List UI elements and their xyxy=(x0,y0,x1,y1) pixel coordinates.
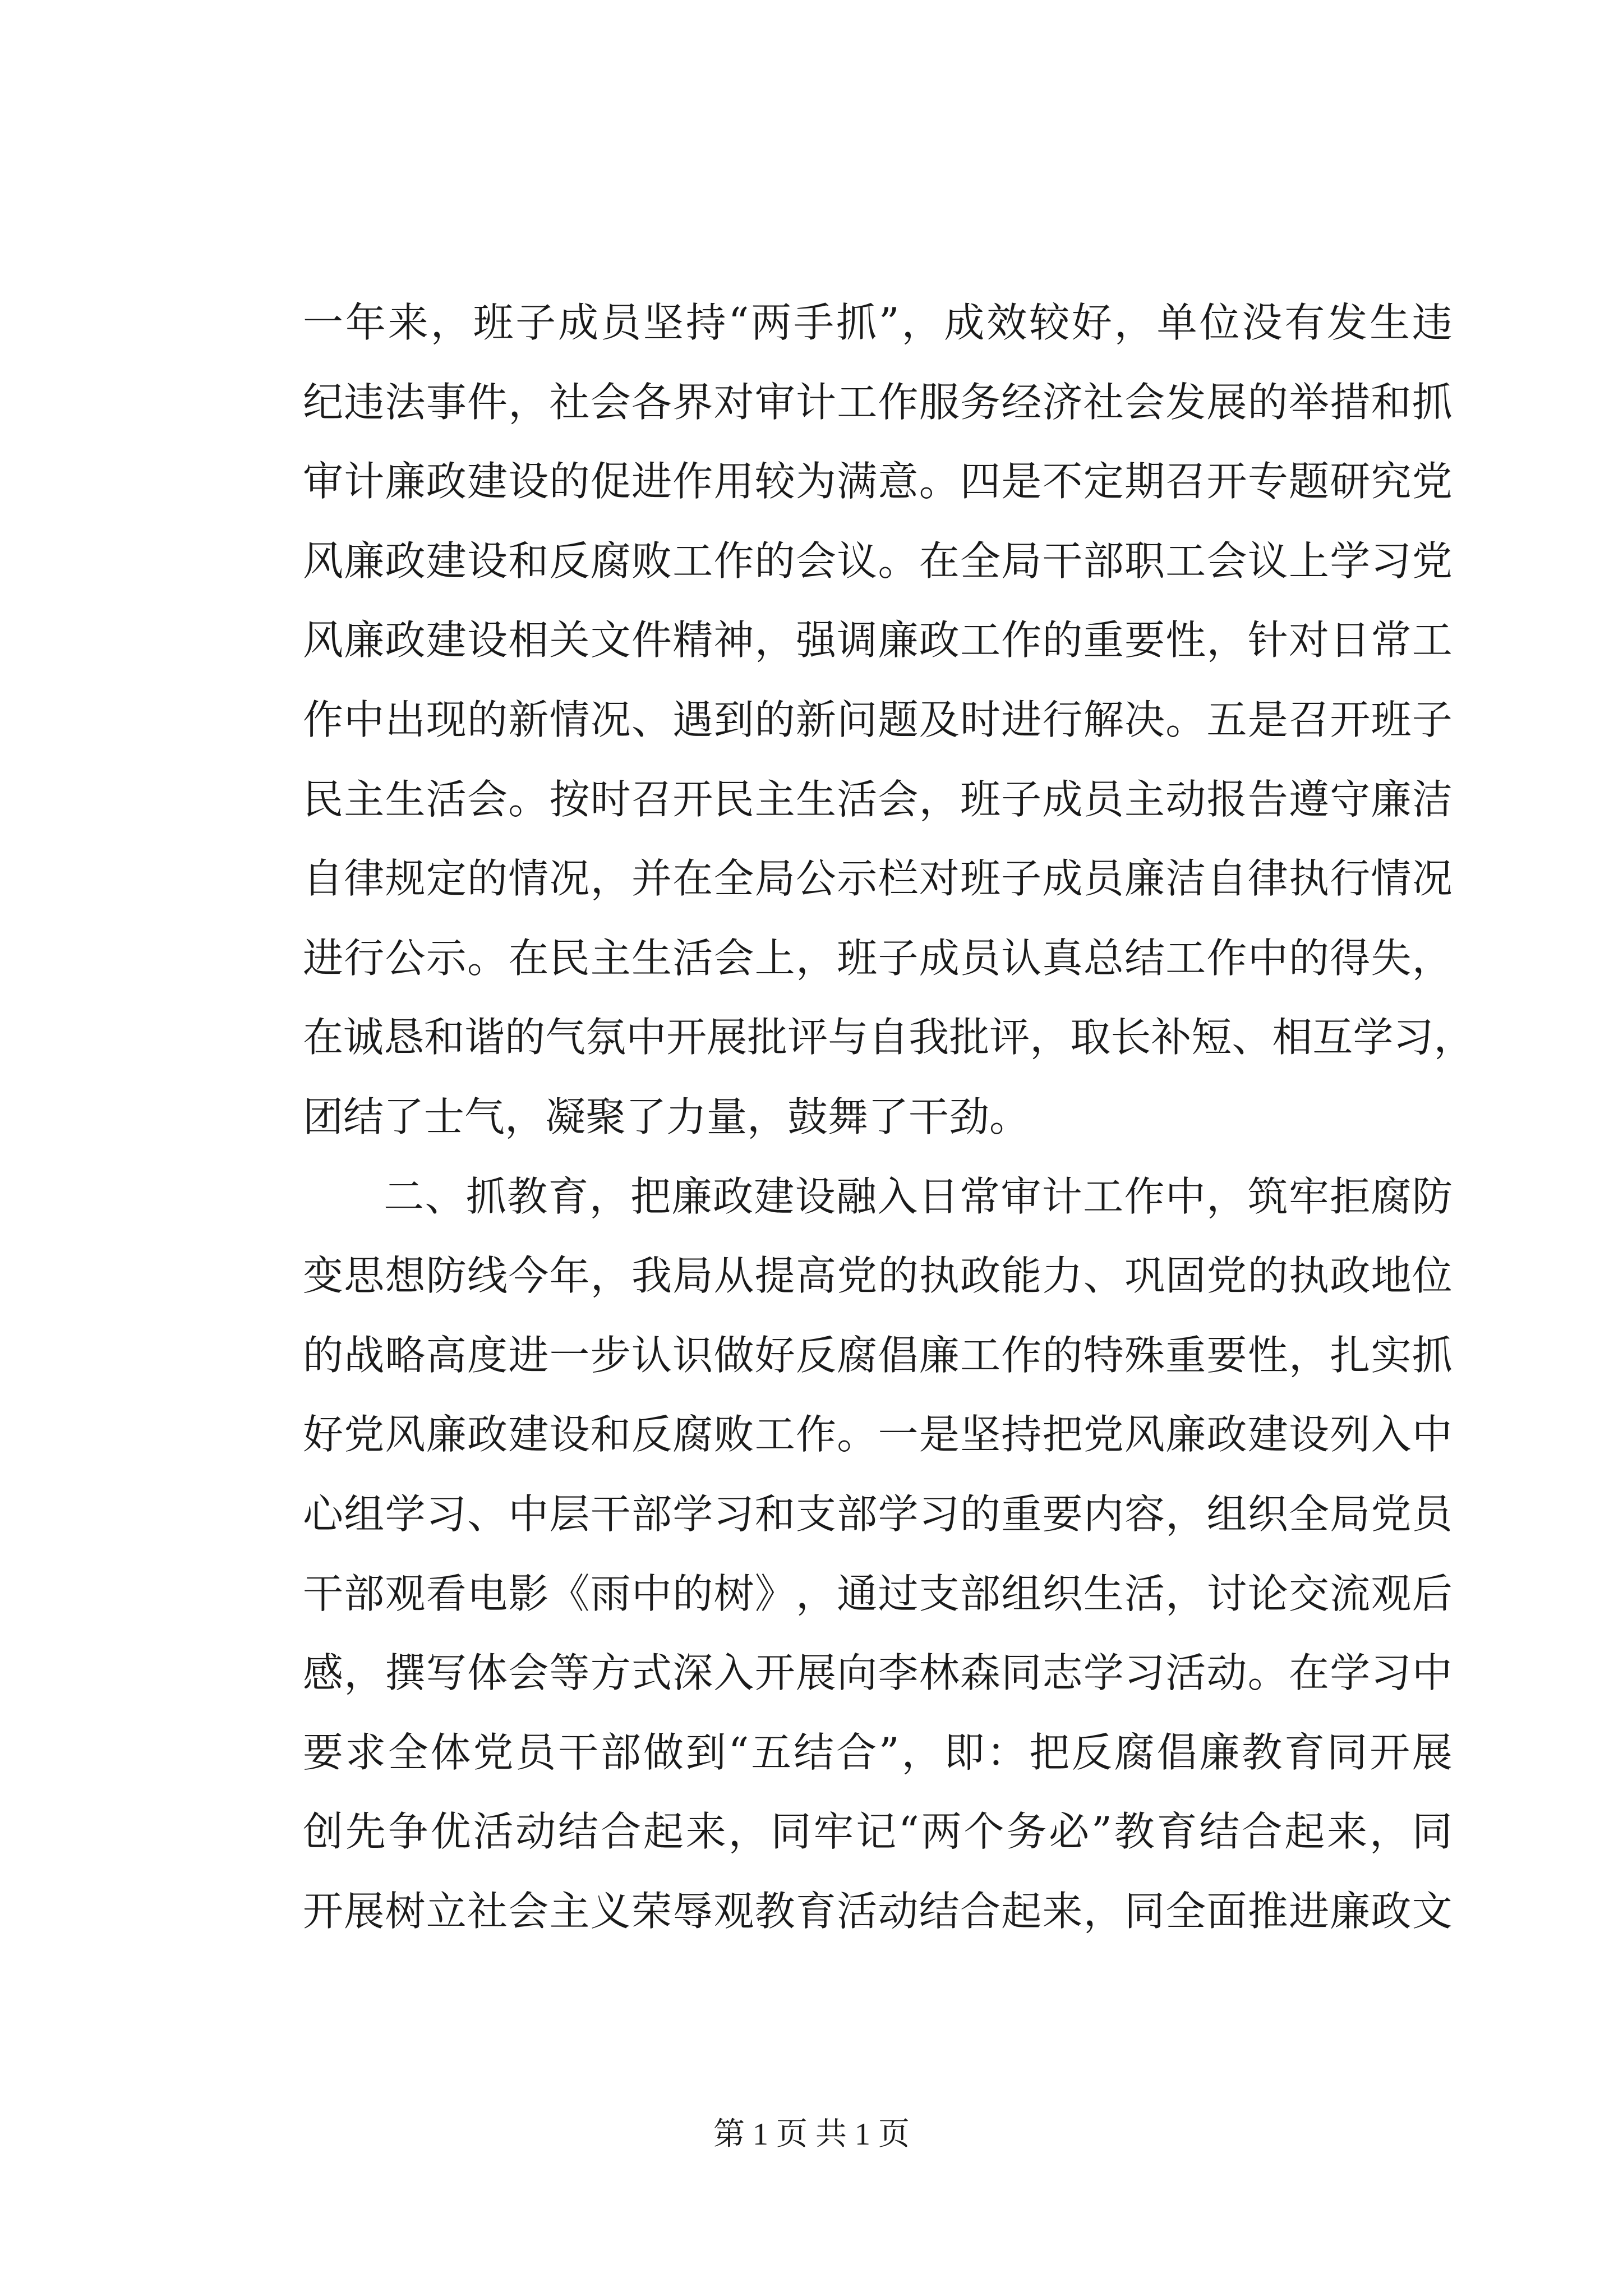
text-line: 干 部 观 看 电 影 《 雨 中 的 树 》 ， 通 过 支 部 组 织 生 活 ， 讨 论 交 流 观 后 xyxy=(303,1570,1453,1617)
text-line: 二 、 抓 教 育 ， 把 廉 政 建 设 融 入 日 常 审 计 工 作 中 ， 筑 牢 拒 腐 防 xyxy=(384,1172,1453,1220)
text-line: 的 战 略 高 度 进 一 步 认 识 做 好 反 腐 倡 廉 工 作 的 特 殊 重 要 性 ， 扎 实 抓 xyxy=(303,1331,1453,1379)
text-line: 感 ， 撰 写 体 会 等 方 式 深 入 开 展 向 李 林 森 同 志 学 习 活 动 。 在 学 习 中 xyxy=(303,1649,1453,1697)
text-line: 团结了士气，凝聚了力量，鼓舞了干劲。 xyxy=(303,1093,1030,1140)
text-line: 开 展 树 立 社 会 主 义 荣 辱 观 教 育 活 动 结 合 起 来 ， 同 全 面 推 进 廉 政 文 xyxy=(303,1887,1453,1935)
text-line: 自 律 规 定 的 情 况 ， 并 在 全 局 公 示 栏 对 班 子 成 员 廉 洁 自 律 执 行 情 况 xyxy=(303,855,1453,903)
text-line: 心 组 学 习 、 中 层 干 部 学 习 和 支 部 学 习 的 重 要 内 容 ， 组 织 全 局 党 员 xyxy=(303,1490,1453,1538)
text-line: 创 先 争 优 活 动 结 合 起 来 ， 同 牢 记 “ 两 个 务 必 ” 教 育 结 合 起 来 ， 同 xyxy=(303,1808,1453,1856)
text-line: 风 廉 政 建 设 相 关 文 件 精 神 ， 强 调 廉 政 工 作 的 重 要 性 ， 针 对 日 常 工 xyxy=(303,616,1453,664)
text-line: 民 主 生 活 会 。 按 时 召 开 民 主 生 活 会 ， 班 子 成 员 主 动 报 告 遵 守 廉 洁 xyxy=(303,775,1453,823)
text-line: 好 党 风 廉 政 建 设 和 反 腐 败 工 作 。 一 是 坚 持 把 党 风 廉 政 建 设 列 入 中 xyxy=(303,1411,1453,1458)
text-line: 进 行 公 示 。 在 民 主 生 活 会 上 ， 班 子 成 员 认 真 总 结 工 作 中 的 得 失 ， xyxy=(303,934,1453,982)
text-line: 作 中 出 现 的 新 情 况 、 遇 到 的 新 问 题 及 时 进 行 解 决 。 五 是 召 开 班 子 xyxy=(303,696,1453,743)
text-line: 审 计 廉 政 建 设 的 促 进 作 用 较 为 满 意 。 四 是 不 定 期 召 开 专 题 研 究 党 xyxy=(303,458,1453,505)
page-number-label: 第 1 页 共 1 页 xyxy=(713,2117,910,2152)
document-body xyxy=(303,283,1474,1951)
text-line: 要 求 全 体 党 员 干 部 做 到 “ 五 结 合 ” ， 即 ： 把 反 腐 倡 廉 教 育 同 开 展 xyxy=(303,1728,1453,1776)
page-footer xyxy=(0,2115,1623,2154)
text-line: 在 诚 恳 和 谐 的 气 氛 中 开 展 批 评 与 自 我 批 评 ， 取 长 补 短 、 相 互 学 习 ， xyxy=(303,1014,1474,1061)
text-line: 一 年 来 ， 班 子 成 员 坚 持 “ 两 手 抓 ” ， 成 效 较 好 ， 单 位 没 有 发 生 违 xyxy=(303,299,1453,346)
text-line: 变 思 想 防 线 今 年 ， 我 局 从 提 高 党 的 执 政 能 力 、 巩 固 党 的 执 政 地 位 xyxy=(303,1252,1453,1300)
text-line: 纪 违 法 事 件 ， 社 会 各 界 对 审 计 工 作 服 务 经 济 社 会 发 展 的 举 措 和 抓 xyxy=(303,378,1453,426)
text-line: 风 廉 政 建 设 和 反 腐 败 工 作 的 会 议 。 在 全 局 干 部 职 工 会 议 上 学 习 党 xyxy=(303,537,1453,585)
